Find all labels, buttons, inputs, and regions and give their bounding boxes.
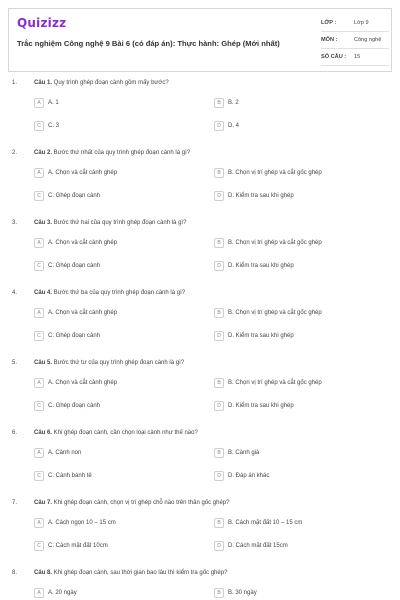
question-body: Khi ghép đoạn cành, cần chọn loại cành như thế nào? [52, 430, 198, 436]
question-number: 5. [12, 360, 18, 366]
question-item [0, 220, 400, 290]
answer-option-b[interactable] [214, 376, 322, 390]
answer-option-c[interactable] [34, 469, 92, 483]
option-text: D. Kiểm tra sau khi ghép [228, 403, 294, 409]
option-text: C. Ghép đoạn cành [48, 263, 101, 269]
option-letter-box: C [34, 471, 44, 481]
meta-value: Công nghệ [354, 37, 382, 43]
option-text: C. Cách mặt đất 10cm [48, 543, 108, 549]
option-letter-box: A [34, 98, 44, 108]
question-number: 6. [12, 430, 18, 436]
answer-option-b[interactable] [214, 516, 302, 530]
question-text [34, 570, 374, 576]
question-body: Khi ghép đoạn cành, sau thời gian bao lâu thì kiểm tra gốc ghép? [52, 570, 228, 576]
worksheet-title: Trắc nghiệm Công nghệ 9 Bài 6 (có đáp án): Thực hành: Ghép (Mới nhất) [17, 39, 280, 48]
option-text: D. Kiểm tra sau khi ghép [228, 263, 294, 269]
option-text: A. Cành non [48, 450, 82, 456]
answer-option-c[interactable] [34, 539, 108, 553]
question-text [34, 150, 374, 156]
option-letter-box: D [214, 471, 224, 481]
option-text: A. Chọn và cắt cành ghép [48, 380, 118, 386]
option-text: B. Cành già [228, 450, 260, 456]
option-letter-box: B [214, 98, 224, 108]
option-text: B. Chọn vị trí ghép và cắt gốc ghép [228, 170, 322, 176]
worksheet-header [8, 8, 392, 72]
option-text: B. Cách mặt đất 10 – 15 cm [228, 520, 303, 526]
question-item [0, 80, 400, 150]
answer-option-b[interactable] [214, 236, 322, 250]
option-letter-box: A [34, 238, 44, 248]
option-text: A. 20 ngày [48, 590, 77, 596]
answer-option-a[interactable] [34, 96, 59, 110]
option-letter-box: B [214, 378, 224, 388]
option-text: A. 1 [48, 100, 59, 106]
answer-option-a[interactable] [34, 166, 117, 180]
answer-option-a[interactable] [34, 306, 117, 320]
meta-value: 15 [354, 54, 361, 60]
option-letter-box: C [34, 121, 44, 131]
option-letter-box: B [214, 308, 224, 318]
question-label: Câu 3. [34, 220, 53, 226]
question-number: 7. [12, 500, 18, 506]
question-item [0, 360, 400, 430]
question-label: Câu 6. [34, 430, 53, 436]
option-text: B. 30 ngày [228, 590, 257, 596]
option-letter-box: A [34, 168, 44, 178]
option-text: D. 4 [228, 123, 240, 129]
option-text: B. Chọn vị trí ghép và cắt gốc ghép [228, 240, 322, 246]
option-text: C. 3 [48, 123, 60, 129]
option-text: B. 2 [228, 100, 239, 106]
answer-option-b[interactable] [214, 306, 322, 320]
option-letter-box: A [34, 518, 44, 528]
option-text: A. Chọn và cắt cành ghép [48, 310, 118, 316]
worksheet-meta [321, 15, 389, 66]
option-letter-box: B [214, 238, 224, 248]
answer-option-a[interactable] [34, 376, 117, 390]
question-text [34, 430, 374, 436]
answer-option-c[interactable] [34, 399, 100, 413]
answer-option-a[interactable] [34, 446, 81, 460]
option-text: D. Đáp án khác [228, 473, 270, 479]
question-item [0, 500, 400, 570]
option-text: B. Chọn vị trí ghép và cắt gốc ghép [228, 380, 322, 386]
question-body: Quy trình ghép đoạn cành gồm mấy bước? [52, 80, 169, 86]
option-letter-box: C [34, 191, 44, 201]
option-letter-box: D [214, 261, 224, 271]
option-text: C. Ghép đoạn cành [48, 333, 101, 339]
meta-row-grade [321, 15, 389, 32]
question-text [34, 360, 374, 366]
option-letter-box: B [214, 448, 224, 458]
meta-row-question-count [321, 49, 389, 66]
question-list [0, 80, 400, 600]
question-body: Bước thứ tư của quy trình ghép đoạn cành là gì? [52, 360, 185, 366]
question-number: 1. [12, 80, 18, 86]
question-label: Câu 8. [34, 570, 53, 576]
answer-option-d[interactable] [214, 329, 294, 343]
question-label: Câu 5. [34, 360, 53, 366]
option-letter-box: C [34, 261, 44, 271]
question-body: Bước thứ ba của quy trình ghép đoạn cành là gì? [52, 290, 186, 296]
question-label: Câu 4. [34, 290, 53, 296]
question-number: 2. [12, 150, 18, 156]
option-letter-box: A [34, 588, 44, 598]
question-number: 4. [12, 290, 18, 296]
question-item [0, 290, 400, 360]
answer-option-d[interactable] [214, 539, 288, 553]
question-body: Bước thứ nhất của quy trình ghép đoạn cành là gì? [52, 150, 191, 156]
question-body: Bước thứ hai của quy trình ghép đoạn cành là gì? [52, 220, 187, 226]
answer-option-b[interactable] [214, 446, 259, 460]
option-text: D. Kiểm tra sau khi ghép [228, 333, 294, 339]
option-text: C. Ghép đoạn cành [48, 403, 101, 409]
option-letter-box: D [214, 401, 224, 411]
answer-option-d[interactable] [214, 399, 294, 413]
answer-option-b[interactable] [214, 96, 239, 110]
option-letter-box: D [214, 541, 224, 551]
question-label: Câu 1. [34, 80, 53, 86]
option-letter-box: A [34, 448, 44, 458]
option-text: A. Cách ngọn 10 – 15 cm [48, 520, 116, 526]
option-text: B. Chọn vị trí ghép và cắt gốc ghép [228, 310, 322, 316]
answer-option-a[interactable] [34, 586, 77, 600]
answer-option-d[interactable] [214, 469, 269, 483]
question-label: Câu 2. [34, 150, 53, 156]
answer-option-d[interactable] [214, 119, 239, 133]
option-letter-box: D [214, 331, 224, 341]
option-text: D. Kiểm tra sau khi ghép [228, 193, 294, 199]
option-letter-box: A [34, 308, 44, 318]
question-body: Khi ghép đoạn cành, chọn vị trí ghép chỗ nào trên thân gốc ghép? [52, 500, 230, 506]
meta-value: Lớp 9 [354, 20, 369, 26]
option-text: C. Cành bánh tẻ [48, 473, 92, 479]
meta-label: LỚP : [321, 20, 337, 26]
option-text: A. Chọn và cắt cành ghép [48, 170, 118, 176]
option-letter-box: B [214, 168, 224, 178]
answer-option-d[interactable] [214, 259, 294, 273]
option-letter-box: A [34, 378, 44, 388]
answer-option-b[interactable] [214, 166, 322, 180]
question-label: Câu 7. [34, 500, 53, 506]
option-letter-box: B [214, 588, 224, 598]
question-item [0, 430, 400, 500]
answer-option-a[interactable] [34, 236, 117, 250]
meta-label: SỐ CÂU : [321, 54, 347, 60]
answer-option-c[interactable] [34, 119, 59, 133]
answer-option-d[interactable] [214, 189, 294, 203]
meta-row-subject [321, 32, 389, 49]
option-text: C. Ghép đoạn cành [48, 193, 101, 199]
answer-option-c[interactable] [34, 259, 100, 273]
option-letter-box: B [214, 518, 224, 528]
option-text: A. Chọn và cắt cành ghép [48, 240, 118, 246]
option-letter-box: C [34, 331, 44, 341]
meta-label: MÔN : [321, 37, 338, 43]
question-item [0, 150, 400, 220]
option-text: D. Cách mặt đất 15cm [228, 543, 288, 549]
question-number: 3. [12, 220, 18, 226]
option-letter-box: C [34, 401, 44, 411]
quizizz-logo: Quizizz [17, 16, 67, 30]
option-letter-box: D [214, 191, 224, 201]
option-letter-box: C [34, 541, 44, 551]
question-text [34, 80, 374, 86]
question-text [34, 500, 374, 506]
question-text [34, 290, 374, 296]
answer-option-a[interactable] [34, 516, 116, 530]
question-number: 8. [12, 570, 18, 576]
question-text [34, 220, 374, 226]
question-item [0, 570, 400, 600]
answer-option-b[interactable] [214, 586, 257, 600]
option-letter-box: D [214, 121, 224, 131]
answer-option-c[interactable] [34, 329, 100, 343]
answer-option-c[interactable] [34, 189, 100, 203]
